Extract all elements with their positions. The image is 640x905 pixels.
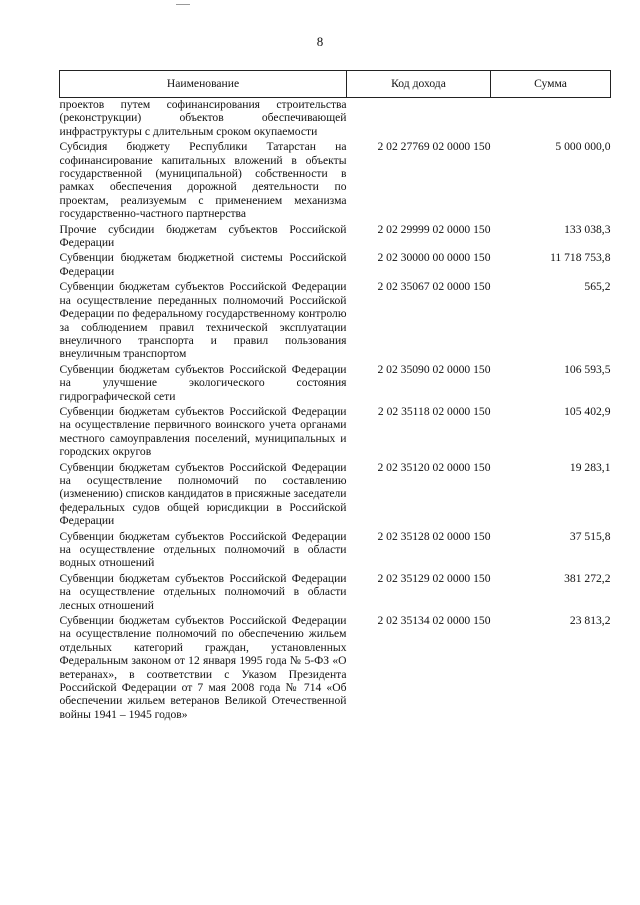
row-name: Субсидия бюджету Республики Татарстан на софинансирование капитальных вложений в объекты государственной (муниципальной) собственности в рамках обеспечения дорожной деятельности по проектам, реализуемым с применением механизма государственно-частного партнерства <box>59 140 347 221</box>
table-row <box>60 363 611 405</box>
scan-mark <box>176 4 190 5</box>
header-code: Код дохода <box>347 71 491 98</box>
row-sum: 37 515,8 <box>569 529 611 543</box>
table-row <box>60 530 611 572</box>
row-sum: 5 000 000,0 <box>555 140 611 154</box>
table-row <box>60 405 611 461</box>
row-name: проектов путем софинансирования строительства (реконструкции) объектов обеспечивающей инфраструктуры с длительным сроком окупаемости <box>59 98 347 138</box>
row-name: Субвенции бюджетам бюджетной системы Российской Федерации <box>59 251 347 278</box>
row-code: 2 02 30000 00 0000 150 <box>377 251 491 265</box>
row-sum: 23 813,2 <box>569 614 611 628</box>
header-sum: Сумма <box>491 71 611 98</box>
row-code: 2 02 35067 02 0000 150 <box>377 280 491 294</box>
row-code: 2 02 27769 02 0000 150 <box>377 140 491 154</box>
row-name: Субвенции бюджетам субъектов Российской Федерации на осуществление первичного воинского учета органами местного самоуправления поселений, муниципальных и городских округов <box>59 404 347 459</box>
row-code: 2 02 35134 02 0000 150 <box>377 614 491 628</box>
table-row <box>60 280 611 362</box>
row-sum: 106 593,5 <box>564 362 611 376</box>
row-code: 2 02 35120 02 0000 150 <box>377 460 491 474</box>
row-code: 2 02 35118 02 0000 150 <box>377 404 491 418</box>
table-row <box>60 98 611 141</box>
row-name: Прочие субсидии бюджетам субъектов Российской Федерации <box>59 222 347 250</box>
row-name: Субвенции бюджетам субъектов Российской Федерации на осуществление отдельных полномочий в области лесных отношений <box>59 571 347 612</box>
row-sum: 565,2 <box>584 280 611 294</box>
table-row <box>60 223 611 252</box>
table-row <box>60 614 611 723</box>
row-name: Субвенции бюджетам субъектов Российской Федерации на осуществление полномочий по обеспечению жильем отдельных категорий граждан, установленных Федеральным законом от 12 января 1995 года № 5-ФЗ «О ветеранах», в соответствии с Указом Президента Российской Федерации от 7 мая 2008 года № 714 «Об обеспечении жильем ветеранов Великой Отечественной войны 1941 – 1945 годов» <box>59 614 347 721</box>
row-sum: 381 272,2 <box>564 571 611 585</box>
page-number: 8 <box>316 34 324 49</box>
header-name: Наименование <box>60 71 347 98</box>
row-code: 2 02 35090 02 0000 150 <box>377 362 491 376</box>
budget-revenue-table <box>59 70 611 723</box>
row-code: 2 02 35128 02 0000 150 <box>377 529 491 543</box>
table-row <box>60 251 611 280</box>
row-code: 2 02 35129 02 0000 150 <box>377 571 491 585</box>
row-name: Субвенции бюджетам субъектов Российской Федерации на осуществление отдельных полномочий в области водных отношений <box>59 529 347 570</box>
table-row <box>60 572 611 614</box>
row-code: 2 02 29999 02 0000 150 <box>377 222 491 236</box>
row-name: Субвенции бюджетам субъектов Российской Федерации на осуществление переданных полномочий Российской Федерации по федеральному государственному контролю за соблюдением правил технической эксплуатации внеуличного транспорта и правил пользования внеуличным транспортом <box>59 280 347 361</box>
row-sum <box>491 98 611 141</box>
row-name: Субвенции бюджетам субъектов Российской Федерации на осуществление полномочий по составлению (изменению) списков кандидатов в присяжные заседатели федеральных судов общей юрисдикции в Российской Федерации <box>59 460 347 528</box>
row-sum: 19 283,1 <box>569 460 611 474</box>
row-sum: 133 038,3 <box>564 222 611 236</box>
table-row <box>60 461 611 530</box>
row-sum: 11 718 753,8 <box>550 251 611 265</box>
table-header-row <box>60 71 611 98</box>
row-sum: 105 402,9 <box>564 404 611 418</box>
row-code <box>347 98 491 141</box>
table-row <box>60 140 611 222</box>
row-name: Субвенции бюджетам субъектов Российской Федерации на улучшение экологического состояния гидрографической сети <box>59 362 347 403</box>
